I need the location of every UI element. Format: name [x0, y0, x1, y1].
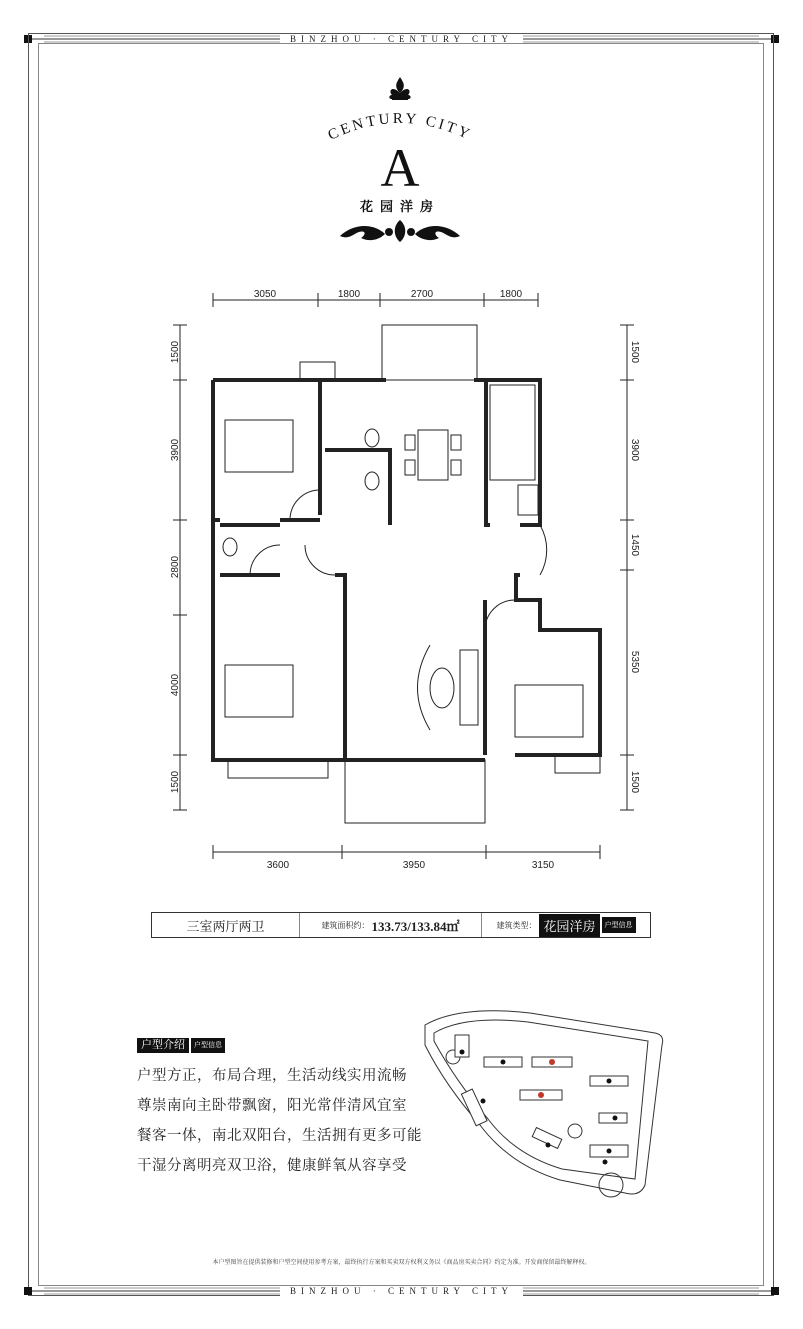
- dim-top-4: 1800: [499, 289, 523, 300]
- intro-line: 尊崇南向主卧带飘窗，阳光常伴清风宜室: [137, 1098, 407, 1114]
- footer-band-text: BINZHOU · CENTURY CITY: [280, 1286, 523, 1296]
- intro-tag-sub: 户型信息: [191, 1038, 225, 1053]
- dim-left-3: 2800: [170, 555, 181, 579]
- intro-line: 户型方正，布局合理，生活动线实用流畅: [137, 1068, 407, 1084]
- dim-right-1: 1500: [629, 340, 640, 364]
- intro-text: [137, 1061, 437, 1181]
- dim-bottom-3: 3150: [531, 860, 555, 871]
- type-tag: 户型信息: [602, 917, 636, 933]
- disclaimer: 本户型图旨在提供装修和户型空间使用参考方案，最终执行方案和买卖双方权利义务以《商品房买卖合同》约定为准。开发商保留最终解释权。: [212, 1259, 591, 1266]
- intro-tag: [137, 1038, 225, 1053]
- dim-top-1: 3050: [253, 289, 277, 300]
- area-label: 建筑面积约：: [321, 920, 370, 930]
- header-band-text: BINZHOU · CENTURY CITY: [280, 34, 523, 44]
- dim-bottom-2: 3950: [402, 860, 426, 871]
- ornament-icon: [335, 216, 465, 248]
- dim-right-3: 1450: [629, 533, 640, 557]
- unit-info-bar: [151, 912, 651, 938]
- intro-line: 干湿分离明亮双卫浴，健康鲜氧从容享受: [137, 1158, 407, 1174]
- building-letter: A: [380, 138, 420, 198]
- dim-right-5: 1500: [629, 770, 640, 794]
- dim-left-4: 4000: [170, 673, 181, 697]
- intro-tag-label: 户型介绍: [137, 1038, 189, 1053]
- dim-bottom-1: 3600: [266, 860, 290, 871]
- dim-left-5: 1500: [170, 770, 181, 794]
- floor-plan: [160, 285, 650, 875]
- dim-left-2: 3900: [170, 438, 181, 462]
- dim-right-4: 5350: [629, 650, 640, 674]
- site-plan-map: [420, 1005, 670, 1205]
- brand-name: CENTURY CITY: [325, 110, 475, 144]
- area-value: 133.73/133.84㎡: [371, 918, 460, 934]
- dim-right-2: 3900: [629, 438, 640, 462]
- layout-label: 三室两厅两卫: [152, 913, 300, 937]
- fleur-de-lis-icon: [380, 75, 420, 105]
- dim-top-2: 1800: [337, 289, 361, 300]
- intro-line: 餐客一体，南北双阳台，生活拥有更多可能: [137, 1128, 422, 1144]
- type-value: 花园洋房: [539, 914, 599, 937]
- type-label: 建筑类型：: [496, 920, 537, 930]
- dim-top-3: 2700: [410, 289, 434, 300]
- logo-subtitle: 花园洋房: [359, 200, 440, 215]
- bottom-band: [24, 1285, 779, 1297]
- dim-left-1: 1500: [170, 340, 181, 364]
- area-cell: [300, 913, 482, 937]
- unit-marker-icon: [538, 1092, 544, 1098]
- unit-marker-icon: [549, 1059, 555, 1065]
- type-cell: [482, 913, 650, 937]
